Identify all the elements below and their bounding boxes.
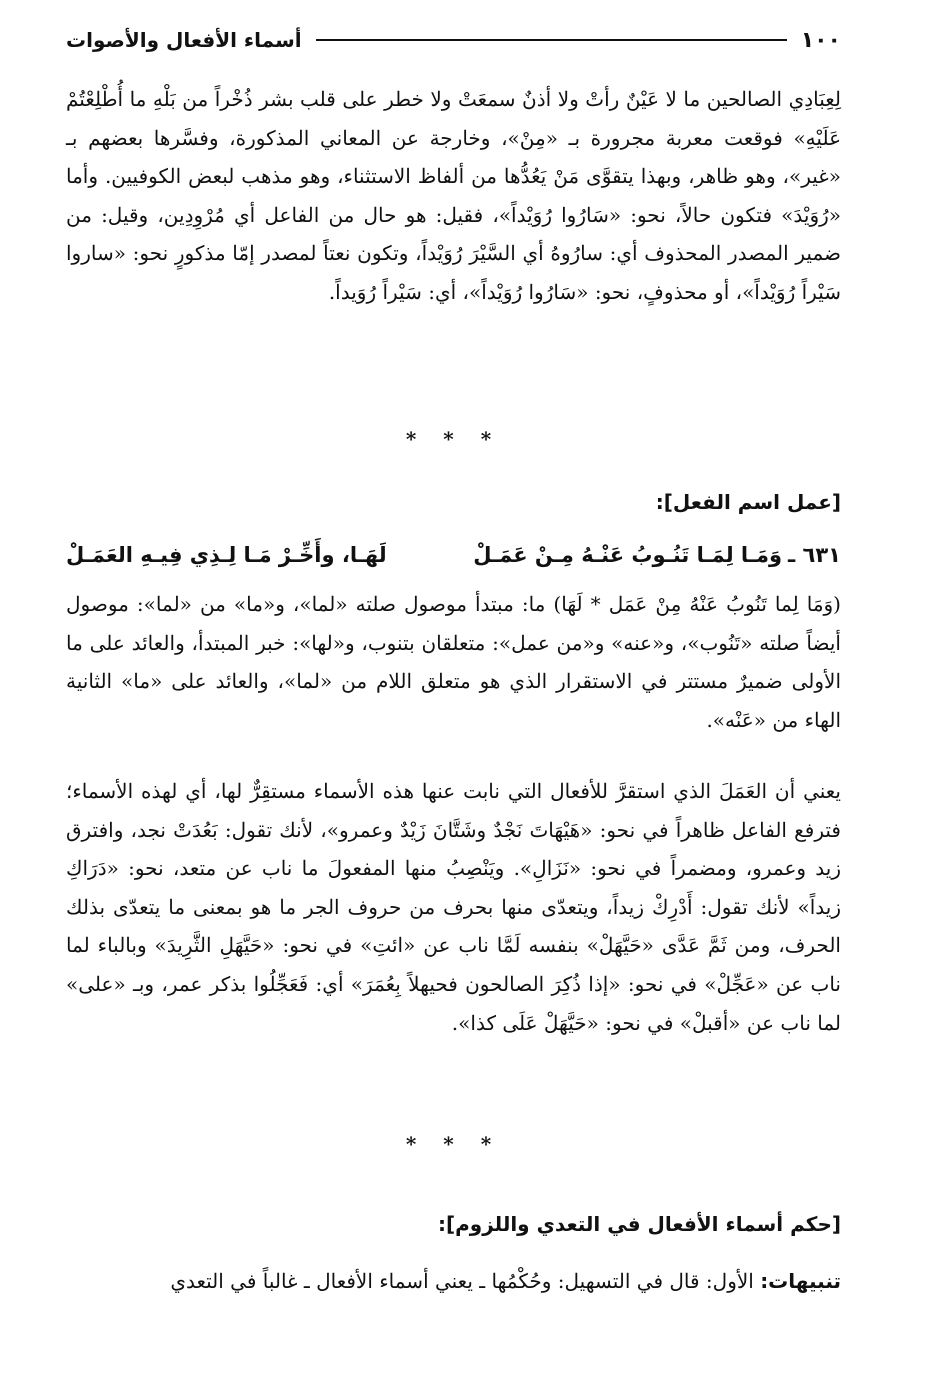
section-heading-ism-fiil-action: [عمل اسم الفعل]: bbox=[655, 490, 841, 514]
notes-paragraph bbox=[66, 1264, 841, 1298]
verse-explanation: يعني أن العَمَلَ الذي استقرَّ للأفعال التي نابت عنها هذه الأسماء مستقِرٌّ لها، أي لهذه الأسماء؛ فترفع الفاعل ظاهراً في نحو: «هَيْهَاتَ نَجْدٌ وشَتَّانَ زَيْدٌ وعمرو»، لأنك تقول: بَعُدَتْ نجد، وافترق زيد وعمرو، ومضمراً في نحو: «نَزَالِ». ويَنْصِبُ منها المفعولَ ما ناب عن متعد، نحو: «دَرَاكِ زيداً» لأنك تقول: أَدْرِكْ زيداً، ويتعدّى منها بحرف من حروف الجر ما هو بمعنى ما يتعدّى بذلك الحرف، ومن ثَمَّ عَدَّى «حَيَّهَلْ» بنفسه لَمَّا ناب عن «ائتِ» في نحو: «حَيَّهَلِ الثَّرِيدَ» وبالباء لما ناب عن «عَجِّلْ» في نحو: «إذا ذُكِرَ الصالحون فحيهلاً بِعُمَرَ» أي: فَعَجِّلُوا بذكر عمر، وبـ «على» لما ناب عن «أقبلْ» في نحو: «حَيَّهَلْ عَلَى كذا». bbox=[66, 779, 841, 1035]
verse-line bbox=[66, 537, 841, 573]
header-rule bbox=[316, 39, 787, 41]
verse-second-hemistich: لَهَـا، وأَخِّـرْ مَـا لِـذِي فِيـهِ العَمَـلْ bbox=[65, 543, 387, 567]
running-title: أسماء الأفعال والأصوات bbox=[66, 28, 302, 52]
section-heading-transitivity: [حكم أسماء الأفعال في التعدي واللزوم]: bbox=[437, 1212, 841, 1236]
section-separator: * * * bbox=[405, 1132, 502, 1156]
page-header bbox=[66, 22, 841, 58]
page-number: ١٠٠ bbox=[800, 27, 841, 53]
verse-first-hemistich: وَمَـا لِمَـا تَنُـوبُ عَنْـهُ مِـنْ عَمَـلْ bbox=[473, 543, 783, 567]
section-separator: * * * bbox=[405, 427, 502, 451]
paragraph-continuation: لِعِبَادِي الصالحين ما لا عَيْنٌ رأتْ ولا أذنٌ سمعَتْ ولا خطر على قلب بشر ذُخْراً من بَلْهِ ما أُطْلِعْتُمْ عَلَيْهِ» فوقعت معربة مجرورة بـ «مِنْ»، وخارجة عن المعاني المذكورة، وفسَّرها بعضهم بـ «غير»، وهو ظاهر، وبهذا يتقوَّى مَنْ يَعُدُّها من ألفاظ الاستثناء، وهو مذهب لبعض الكوفيين. وأما «رُوَيْدَ» فتكون حالاً، نحو: «سَارُوا رُوَيْداً»، فقيل: هو حال من الفاعل أي مُرْوِدِين، وقيل: من ضمير المصدر المحذوف أي: سارُوهُ أي السَّيْرَ رُوَيْداً، وتكون نعتاً لمصدر إمّا مذكورٍ نحو: «ساروا سَيْراً رُوَيْداً»، أو محذوفٍ، نحو: «سَارُوا رُوَيْداً»، أي: سَيْراً رُوَيداً. bbox=[66, 87, 841, 304]
notes-text: الأول: قال في التسهيل: وحُكْمُها ـ يعني أسماء الأفعال ـ غالباً في التعدي bbox=[170, 1269, 754, 1293]
notes-lead-word: تنبيهات: bbox=[760, 1269, 841, 1293]
verse-commentary: (وَمَا لِما تَنُوبُ عَنْهُ مِنْ عَمَل * لَهَا) ما: مبتدأ موصول صلته «لما»، و«ما» من «لما»: موصول أيضاً صلته «تَنُوب»، و«عنه» و«من عمل»: متعلقان بتنوب، و«لها»: خبر المبتدأ، والعائد على ما الأولى ضميرٌ مستتر في الاستقرار الذي هو متعلق اللام من «لما»، والعائد على «ما» الثانية الهاء من «عَنْه». bbox=[66, 592, 841, 732]
verse-number: ٦٣١ ـ bbox=[788, 543, 841, 567]
